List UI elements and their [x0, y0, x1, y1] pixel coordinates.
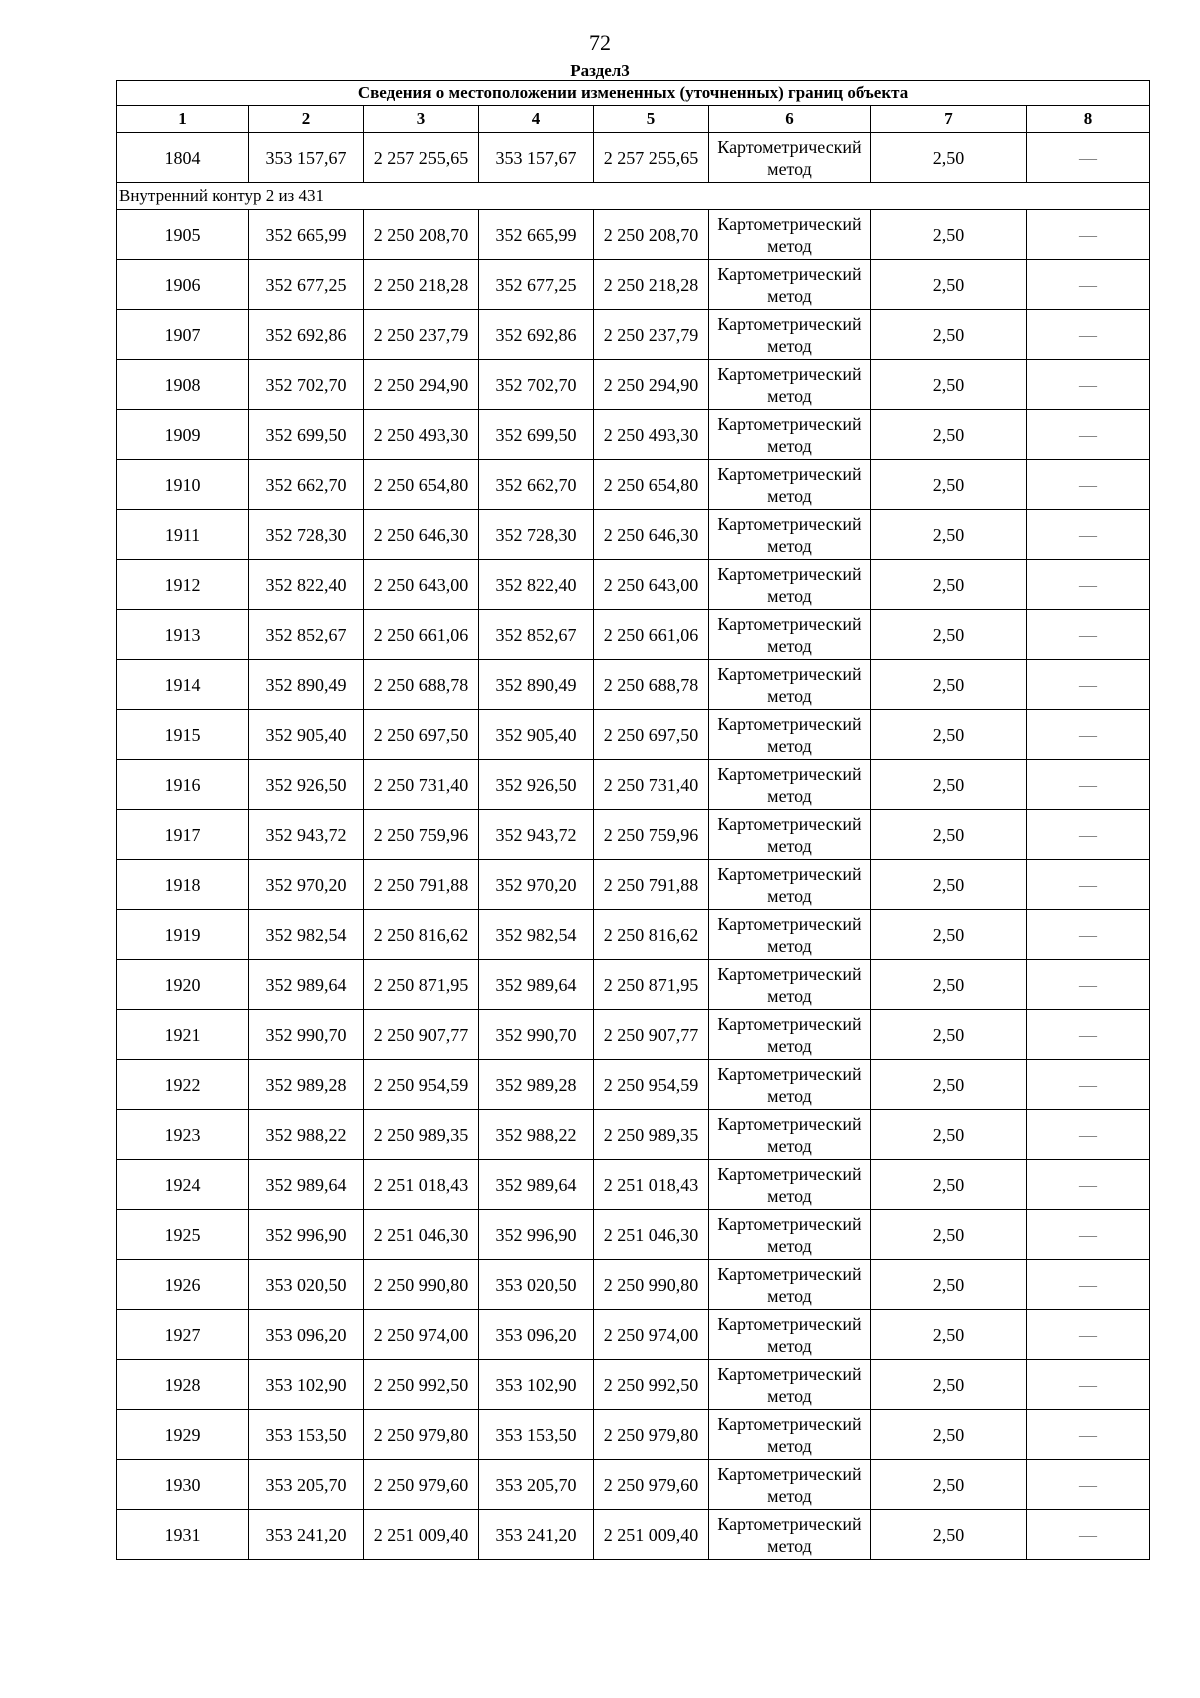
- page-number: 72: [589, 30, 611, 55]
- cell-x-new: 352 702,70: [479, 360, 594, 410]
- cell-x-new: 353 096,20: [479, 1310, 594, 1360]
- cell-accuracy: 2,50: [871, 1410, 1027, 1460]
- table-row: [117, 860, 1150, 910]
- cell-y-new: 2 257 255,65: [594, 133, 709, 183]
- cell-x-new: 353 102,90: [479, 1360, 594, 1410]
- cell-description: —: [1027, 910, 1150, 960]
- cell-x-existing: 353 096,20: [249, 1310, 364, 1360]
- cell-method: Картометрический метод: [709, 1510, 871, 1560]
- cell-point-number: 1921: [117, 1010, 249, 1060]
- cell-accuracy: 2,50: [871, 360, 1027, 410]
- cell-x-new: 352 692,86: [479, 310, 594, 360]
- cell-description: —: [1027, 710, 1150, 760]
- cell-description: —: [1027, 510, 1150, 560]
- cell-description: —: [1027, 1110, 1150, 1160]
- cell-description: —: [1027, 410, 1150, 460]
- section-title: Раздел3: [570, 61, 630, 80]
- cell-accuracy: 2,50: [871, 960, 1027, 1010]
- column-number-4: 4: [479, 106, 594, 133]
- cell-y-new: 2 250 697,50: [594, 710, 709, 760]
- cell-x-new: 352 990,70: [479, 1010, 594, 1060]
- cell-y-new: 2 251 046,30: [594, 1210, 709, 1260]
- cell-accuracy: 2,50: [871, 560, 1027, 610]
- cell-description: —: [1027, 810, 1150, 860]
- cell-accuracy: 2,50: [871, 510, 1027, 560]
- cell-description: —: [1027, 760, 1150, 810]
- cell-x-existing: 353 153,50: [249, 1410, 364, 1460]
- cell-point-number: 1905: [117, 210, 249, 260]
- cell-x-existing: 353 102,90: [249, 1360, 364, 1410]
- cell-point-number: 1910: [117, 460, 249, 510]
- cell-y-existing: 2 250 907,77: [364, 1010, 479, 1060]
- cell-y-new: 2 250 759,96: [594, 810, 709, 860]
- table-row: [117, 1310, 1150, 1360]
- cell-x-new: 352 989,28: [479, 1060, 594, 1110]
- cell-x-new: 352 905,40: [479, 710, 594, 760]
- cell-method: Картометрический метод: [709, 360, 871, 410]
- cell-accuracy: 2,50: [871, 1010, 1027, 1060]
- cell-description: —: [1027, 310, 1150, 360]
- cell-x-new: 352 982,54: [479, 910, 594, 960]
- cell-x-existing: 353 205,70: [249, 1460, 364, 1510]
- cell-y-new: 2 250 907,77: [594, 1010, 709, 1060]
- table-row: [117, 910, 1150, 960]
- cell-x-existing: 352 699,50: [249, 410, 364, 460]
- cell-point-number: 1922: [117, 1060, 249, 1110]
- cell-method: Картометрический метод: [709, 1410, 871, 1460]
- table-row: [117, 710, 1150, 760]
- cell-x-new: 353 241,20: [479, 1510, 594, 1560]
- cell-x-existing: 353 020,50: [249, 1260, 364, 1310]
- cell-point-number: 1918: [117, 860, 249, 910]
- cell-x-new: 352 728,30: [479, 510, 594, 560]
- cell-accuracy: 2,50: [871, 460, 1027, 510]
- cell-accuracy: 2,50: [871, 1160, 1027, 1210]
- cell-y-new: 2 250 992,50: [594, 1360, 709, 1410]
- cell-method: Картометрический метод: [709, 1210, 871, 1260]
- cell-x-new: 353 157,67: [479, 133, 594, 183]
- table-caption-row: [117, 81, 1150, 106]
- cell-point-number: 1915: [117, 710, 249, 760]
- cell-y-existing: 2 250 979,80: [364, 1410, 479, 1460]
- cell-x-existing: 352 926,50: [249, 760, 364, 810]
- column-number-row: [117, 106, 1150, 133]
- cell-point-number: 1923: [117, 1110, 249, 1160]
- cell-accuracy: 2,50: [871, 210, 1027, 260]
- cell-y-existing: 2 250 731,40: [364, 760, 479, 810]
- cell-accuracy: 2,50: [871, 760, 1027, 810]
- cell-point-number: 1908: [117, 360, 249, 410]
- column-number-8: 8: [1027, 106, 1150, 133]
- cell-accuracy: 2,50: [871, 660, 1027, 710]
- cell-y-existing: 2 250 493,30: [364, 410, 479, 460]
- cell-x-new: 352 988,22: [479, 1110, 594, 1160]
- cell-accuracy: 2,50: [871, 910, 1027, 960]
- table-body: [117, 133, 1150, 1560]
- cell-y-new: 2 250 791,88: [594, 860, 709, 910]
- cell-x-existing: 352 989,64: [249, 960, 364, 1010]
- cell-accuracy: 2,50: [871, 860, 1027, 910]
- cell-x-existing: 352 989,64: [249, 1160, 364, 1210]
- table-row: [117, 660, 1150, 710]
- cell-point-number: 1914: [117, 660, 249, 710]
- cell-y-existing: 2 250 643,00: [364, 560, 479, 610]
- cell-y-existing: 2 250 989,35: [364, 1110, 479, 1160]
- cell-x-existing: 353 241,20: [249, 1510, 364, 1560]
- cell-method: Картометрический метод: [709, 1060, 871, 1110]
- cell-point-number: 1804: [117, 133, 249, 183]
- cell-y-new: 2 250 974,00: [594, 1310, 709, 1360]
- column-number-6: 6: [709, 106, 871, 133]
- cell-y-new: 2 250 816,62: [594, 910, 709, 960]
- cell-accuracy: 2,50: [871, 1360, 1027, 1410]
- cell-y-new: 2 250 654,80: [594, 460, 709, 510]
- table-row: [117, 133, 1150, 183]
- cell-point-number: 1928: [117, 1360, 249, 1410]
- cell-y-existing: 2 250 992,50: [364, 1360, 479, 1410]
- cell-y-existing: 2 250 646,30: [364, 510, 479, 560]
- cell-y-existing: 2 250 688,78: [364, 660, 479, 710]
- cell-x-new: 352 665,99: [479, 210, 594, 260]
- cell-x-existing: 352 890,49: [249, 660, 364, 710]
- table-row: [117, 410, 1150, 460]
- cell-method: Картометрический метод: [709, 310, 871, 360]
- cell-y-new: 2 251 018,43: [594, 1160, 709, 1210]
- cell-description: —: [1027, 860, 1150, 910]
- cell-x-existing: 352 943,72: [249, 810, 364, 860]
- cell-point-number: 1930: [117, 1460, 249, 1510]
- cell-description: —: [1027, 1010, 1150, 1060]
- cell-accuracy: 2,50: [871, 1260, 1027, 1310]
- table-row: [117, 610, 1150, 660]
- cell-method: Картометрический метод: [709, 760, 871, 810]
- cell-accuracy: 2,50: [871, 1210, 1027, 1260]
- cell-y-existing: 2 250 759,96: [364, 810, 479, 860]
- cell-y-new: 2 251 009,40: [594, 1510, 709, 1560]
- cell-x-existing: 352 852,67: [249, 610, 364, 660]
- cell-x-new: 352 943,72: [479, 810, 594, 860]
- cell-description: —: [1027, 1360, 1150, 1410]
- cell-accuracy: 2,50: [871, 133, 1027, 183]
- cell-description: —: [1027, 1210, 1150, 1260]
- table-row: [117, 760, 1150, 810]
- cell-description: —: [1027, 1510, 1150, 1560]
- cell-method: Картометрический метод: [709, 1260, 871, 1310]
- table-row: [117, 960, 1150, 1010]
- cell-x-new: 353 153,50: [479, 1410, 594, 1460]
- cell-y-existing: 2 251 009,40: [364, 1510, 479, 1560]
- cell-x-existing: 352 822,40: [249, 560, 364, 610]
- cell-y-existing: 2 250 697,50: [364, 710, 479, 760]
- cell-description: —: [1027, 560, 1150, 610]
- cell-description: —: [1027, 460, 1150, 510]
- cell-y-new: 2 250 493,30: [594, 410, 709, 460]
- column-number-7: 7: [871, 106, 1027, 133]
- cell-description: —: [1027, 1460, 1150, 1510]
- cell-method: Картометрический метод: [709, 910, 871, 960]
- cell-y-new: 2 250 979,80: [594, 1410, 709, 1460]
- cell-point-number: 1907: [117, 310, 249, 360]
- column-number-1: 1: [117, 106, 249, 133]
- cell-y-new: 2 250 731,40: [594, 760, 709, 810]
- cell-y-existing: 2 250 816,62: [364, 910, 479, 960]
- cell-y-existing: 2 250 218,28: [364, 260, 479, 310]
- cell-x-new: 352 852,67: [479, 610, 594, 660]
- cell-x-existing: 352 702,70: [249, 360, 364, 410]
- cell-x-existing: 352 662,70: [249, 460, 364, 510]
- cell-method: Картометрический метод: [709, 560, 871, 610]
- cell-description: —: [1027, 1260, 1150, 1310]
- cell-x-new: 352 699,50: [479, 410, 594, 460]
- table-row: [117, 810, 1150, 860]
- cell-x-new: 352 989,64: [479, 960, 594, 1010]
- cell-point-number: 1917: [117, 810, 249, 860]
- cell-accuracy: 2,50: [871, 410, 1027, 460]
- cell-method: Картометрический метод: [709, 810, 871, 860]
- cell-y-new: 2 250 871,95: [594, 960, 709, 1010]
- cell-y-new: 2 250 208,70: [594, 210, 709, 260]
- cell-method: Картометрический метод: [709, 1460, 871, 1510]
- cell-x-existing: 352 990,70: [249, 1010, 364, 1060]
- cell-accuracy: 2,50: [871, 1310, 1027, 1360]
- column-number-3: 3: [364, 106, 479, 133]
- table-row: [117, 1410, 1150, 1460]
- cell-method: Картометрический метод: [709, 960, 871, 1010]
- cell-x-new: 352 989,64: [479, 1160, 594, 1210]
- cell-y-existing: 2 251 018,43: [364, 1160, 479, 1210]
- cell-point-number: 1924: [117, 1160, 249, 1210]
- cell-accuracy: 2,50: [871, 1510, 1027, 1560]
- boundary-coordinates-table: [116, 80, 1150, 1560]
- cell-point-number: 1911: [117, 510, 249, 560]
- cell-x-existing: 352 988,22: [249, 1110, 364, 1160]
- cell-method: Картометрический метод: [709, 710, 871, 760]
- table-caption: Сведения о местоположении измененных (уточненных) границ объекта: [117, 81, 1150, 106]
- cell-description: —: [1027, 133, 1150, 183]
- cell-y-new: 2 250 237,79: [594, 310, 709, 360]
- table-row: [117, 1160, 1150, 1210]
- cell-x-existing: 352 728,30: [249, 510, 364, 560]
- cell-y-existing: 2 250 237,79: [364, 310, 479, 360]
- cell-description: —: [1027, 260, 1150, 310]
- contour-header-row: [117, 183, 1150, 210]
- table-row: [117, 460, 1150, 510]
- cell-x-new: 352 996,90: [479, 1210, 594, 1260]
- cell-method: Картометрический метод: [709, 1360, 871, 1410]
- table-row: [117, 1060, 1150, 1110]
- cell-x-new: 352 822,40: [479, 560, 594, 610]
- cell-y-new: 2 250 643,00: [594, 560, 709, 610]
- cell-x-existing: 352 665,99: [249, 210, 364, 260]
- cell-method: Картометрический метод: [709, 133, 871, 183]
- cell-point-number: 1912: [117, 560, 249, 610]
- cell-method: Картометрический метод: [709, 1160, 871, 1210]
- cell-point-number: 1906: [117, 260, 249, 310]
- cell-description: —: [1027, 1060, 1150, 1110]
- cell-x-new: 352 970,20: [479, 860, 594, 910]
- cell-y-existing: 2 250 871,95: [364, 960, 479, 1010]
- table-row: [117, 1110, 1150, 1160]
- cell-description: —: [1027, 1160, 1150, 1210]
- cell-accuracy: 2,50: [871, 260, 1027, 310]
- cell-x-existing: 352 905,40: [249, 710, 364, 760]
- cell-x-new: 353 020,50: [479, 1260, 594, 1310]
- cell-method: Картометрический метод: [709, 410, 871, 460]
- cell-description: —: [1027, 960, 1150, 1010]
- column-number-2: 2: [249, 106, 364, 133]
- cell-method: Картометрический метод: [709, 610, 871, 660]
- table-row: [117, 360, 1150, 410]
- cell-y-existing: 2 250 990,80: [364, 1260, 479, 1310]
- cell-point-number: 1931: [117, 1510, 249, 1560]
- table-row: [117, 1460, 1150, 1510]
- cell-x-new: 352 890,49: [479, 660, 594, 710]
- cell-point-number: 1926: [117, 1260, 249, 1310]
- cell-x-existing: 352 692,86: [249, 310, 364, 360]
- cell-description: —: [1027, 360, 1150, 410]
- cell-y-new: 2 250 646,30: [594, 510, 709, 560]
- cell-point-number: 1916: [117, 760, 249, 810]
- table-row: [117, 1210, 1150, 1260]
- cell-accuracy: 2,50: [871, 710, 1027, 760]
- cell-accuracy: 2,50: [871, 810, 1027, 860]
- table-row: [117, 210, 1150, 260]
- cell-x-new: 352 926,50: [479, 760, 594, 810]
- table-row: [117, 560, 1150, 610]
- table-row: [117, 310, 1150, 360]
- cell-x-new: 353 205,70: [479, 1460, 594, 1510]
- table-row: [117, 1260, 1150, 1310]
- cell-method: Картометрический метод: [709, 460, 871, 510]
- cell-y-existing: 2 250 979,60: [364, 1460, 479, 1510]
- cell-description: —: [1027, 1410, 1150, 1460]
- cell-y-new: 2 250 661,06: [594, 610, 709, 660]
- cell-y-existing: 2 250 791,88: [364, 860, 479, 910]
- cell-y-existing: 2 250 294,90: [364, 360, 479, 410]
- cell-x-existing: 352 677,25: [249, 260, 364, 310]
- cell-point-number: 1919: [117, 910, 249, 960]
- cell-y-existing: 2 250 661,06: [364, 610, 479, 660]
- cell-method: Картометрический метод: [709, 660, 871, 710]
- cell-y-existing: 2 251 046,30: [364, 1210, 479, 1260]
- cell-description: —: [1027, 610, 1150, 660]
- cell-y-new: 2 250 989,35: [594, 1110, 709, 1160]
- cell-x-existing: 352 982,54: [249, 910, 364, 960]
- cell-point-number: 1909: [117, 410, 249, 460]
- cell-y-existing: 2 250 974,00: [364, 1310, 479, 1360]
- table-row: [117, 1010, 1150, 1060]
- cell-x-existing: 352 989,28: [249, 1060, 364, 1110]
- table-row: [117, 1510, 1150, 1560]
- cell-y-existing: 2 250 954,59: [364, 1060, 479, 1110]
- cell-y-new: 2 250 688,78: [594, 660, 709, 710]
- cell-point-number: 1929: [117, 1410, 249, 1460]
- cell-x-existing: 353 157,67: [249, 133, 364, 183]
- cell-method: Картометрический метод: [709, 210, 871, 260]
- cell-accuracy: 2,50: [871, 1460, 1027, 1510]
- cell-y-new: 2 250 218,28: [594, 260, 709, 310]
- cell-x-existing: 352 996,90: [249, 1210, 364, 1260]
- column-number-5: 5: [594, 106, 709, 133]
- cell-method: Картометрический метод: [709, 1110, 871, 1160]
- cell-accuracy: 2,50: [871, 1060, 1027, 1110]
- cell-method: Картометрический метод: [709, 510, 871, 560]
- cell-description: —: [1027, 1310, 1150, 1360]
- cell-description: —: [1027, 660, 1150, 710]
- cell-accuracy: 2,50: [871, 1110, 1027, 1160]
- cell-point-number: 1925: [117, 1210, 249, 1260]
- contour-label: Внутренний контур 2 из 431: [117, 183, 1150, 210]
- cell-accuracy: 2,50: [871, 310, 1027, 360]
- table-row: [117, 260, 1150, 310]
- table-row: [117, 1360, 1150, 1410]
- cell-method: Картометрический метод: [709, 1310, 871, 1360]
- cell-point-number: 1920: [117, 960, 249, 1010]
- cell-point-number: 1927: [117, 1310, 249, 1360]
- cell-x-new: 352 662,70: [479, 460, 594, 510]
- cell-accuracy: 2,50: [871, 610, 1027, 660]
- cell-point-number: 1913: [117, 610, 249, 660]
- cell-method: Картометрический метод: [709, 260, 871, 310]
- cell-y-new: 2 250 954,59: [594, 1060, 709, 1110]
- cell-method: Картометрический метод: [709, 1010, 871, 1060]
- table-row: [117, 510, 1150, 560]
- cell-y-new: 2 250 979,60: [594, 1460, 709, 1510]
- cell-y-existing: 2 250 208,70: [364, 210, 479, 260]
- cell-method: Картометрический метод: [709, 860, 871, 910]
- cell-y-existing: 2 250 654,80: [364, 460, 479, 510]
- cell-description: —: [1027, 210, 1150, 260]
- cell-y-new: 2 250 990,80: [594, 1260, 709, 1310]
- cell-y-existing: 2 257 255,65: [364, 133, 479, 183]
- cell-x-new: 352 677,25: [479, 260, 594, 310]
- cell-y-new: 2 250 294,90: [594, 360, 709, 410]
- cell-x-existing: 352 970,20: [249, 860, 364, 910]
